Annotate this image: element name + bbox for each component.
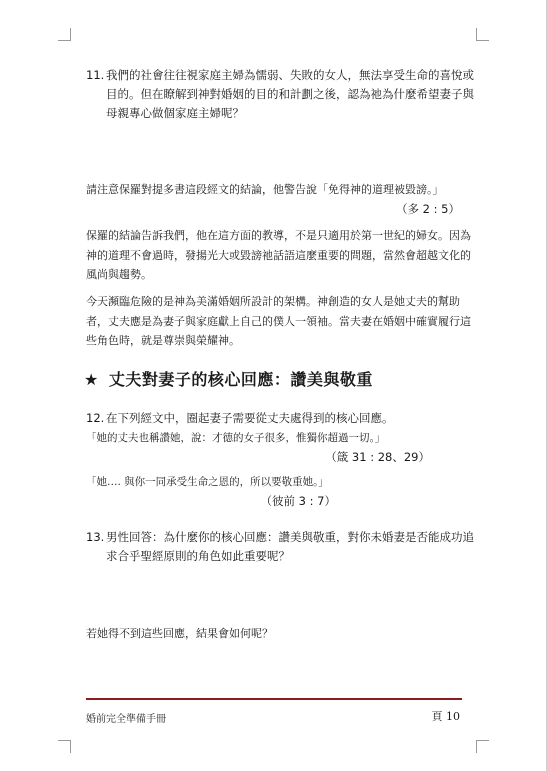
question-text: 我們的社會往往視家庭主婦為懦弱、失敗的女人，無法享受生命的喜悅或目的。但在瞭解到神對婚姻的目的和計劃之後，認為祂為什麼希望妻子與母親專心做個家庭主婦呢？ <box>106 68 474 120</box>
paragraph-timeless: 保羅的結論告訴我們，他在這方面的教導，不是只適用於第一世紀的婦女。因為神的道理不會過時，發揚光大或毀謗祂話語這麼重要的問題，當然會超越文化的風尚與趨勢。 <box>86 229 471 281</box>
section-heading-text: 丈夫對妻子的核心回應：讚美與敬重 <box>108 370 373 389</box>
scripture-quote-peter: 「她…. 與你一同承受生命之恩的，所以要敬重她。」 <box>86 476 329 488</box>
question-number: 12. <box>86 411 105 425</box>
page-label: 頁 <box>431 710 443 723</box>
crop-mark-top-right <box>476 28 489 41</box>
question-13 <box>86 528 476 566</box>
question-number: 11. <box>86 68 105 82</box>
crop-mark-bottom-left <box>58 740 71 753</box>
scripture-quote-proverbs: 「她的丈夫也稱讚她，說：才德的女子很多，惟獨你超過一切。」 <box>86 432 386 444</box>
paragraph-roles: 今天瀕臨危險的是神為美滿婚姻所設計的架構。神創造的女人是她丈夫的幫助者，丈夫應是為妻子與家庭獻上自己的僕人一領袖。當夫妻在婚姻中確實履行這些角色時，就是尊崇與榮耀神。 <box>86 295 471 347</box>
question-12 <box>86 409 476 428</box>
footer-title: 婚前完全準備手冊 <box>86 714 166 725</box>
star-icon: ★ <box>84 370 99 389</box>
question-11 <box>86 66 476 123</box>
scripture-reference: （多 2 : 5） <box>396 202 460 216</box>
paragraph-conclusion: 請注意保羅對提多書這段經文的結論，他警告說「免得神的道理被毀謗。」 <box>86 183 444 196</box>
question-number: 13. <box>86 530 105 544</box>
question-text: 男性回答：為什麼你的核心回應：讚美與敬重，對你未婚妻是否能成功追求合乎聖經原則的角色如此重要呢？ <box>106 530 474 563</box>
footer-divider <box>86 698 462 700</box>
followup-question: 若她得不到這些回應，結果會如何呢？ <box>86 627 273 640</box>
crop-mark-top-left <box>58 28 71 41</box>
scripture-reference: （彼前 3 : 7） <box>260 494 336 508</box>
section-heading <box>84 367 373 390</box>
scripture-reference: （箴 31 : 28、29） <box>325 450 430 464</box>
crop-mark-bottom-right <box>476 740 489 753</box>
page-number-value: 10 <box>446 710 460 723</box>
question-text: 在下列經文中，圈起妻子需要從丈夫處得到的核心回應。 <box>106 411 394 425</box>
page-number <box>432 708 461 724</box>
